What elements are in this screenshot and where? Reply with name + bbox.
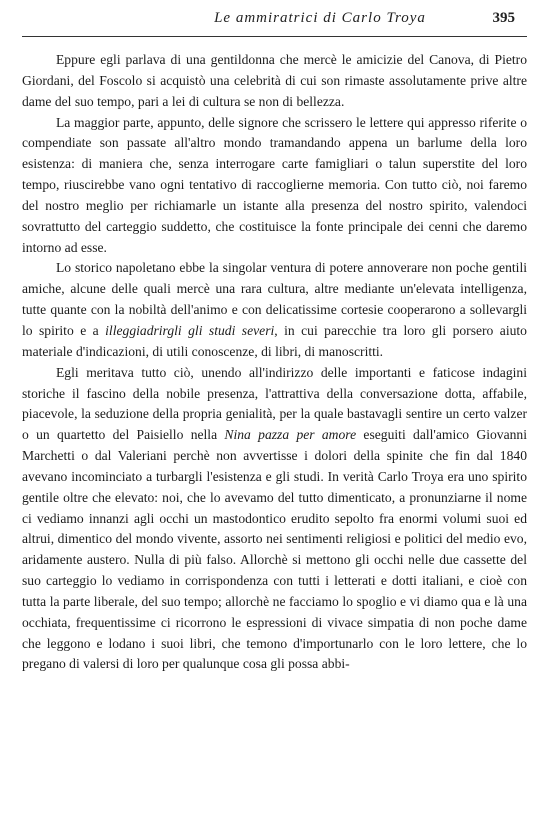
paragraph-text: Lo storico napoletano ebbe la singolar ventura di potere annoverare non poche gentili amiche, alcune delle quali mercè una rara cultura, altre mediante un'elevata intelligenza, tutte quante con la nobiltà dell'animo e con delicatissime cortesie cooperarono a sollevargli lo spirito e a	[22, 260, 527, 338]
running-head: Le ammiratrici di Carlo Troya	[214, 10, 426, 26]
paragraph-text: , in cui parecchie tra loro gli porsero aiuto materiale d'indicazioni, di utili conoscenze, di libri, di manoscritti.	[22, 322, 527, 359]
paragraph-2	[22, 113, 527, 259]
body-text	[22, 50, 527, 675]
header-rule	[22, 36, 527, 37]
page-number: 395	[492, 10, 515, 26]
paragraph-3	[22, 258, 527, 362]
paragraph-text: Eppure egli parlava di una gentildonna che mercè le amicizie del Canova, di Pietro Giordani, del Foscolo si acquistò una celebrità di cui son rimaste assolutamente prive altre dame del suo tempo, pari a lei di cultura se non di bellezza.	[22, 52, 527, 109]
paragraph-text: eseguiti dall'amico Giovanni Marchetti o dal Valeriani perchè non avvertisse i dolori della spinite che fin dal 1840 avevano incominciato a turbargli l'esistenza e gli studi. In verità Carlo Troya era uno spirito gentile oltre che elevato: noi, che lo avevamo del tutto dimenticato, a pronunziarne il nome ci vediamo innanzi agli occhi un mastodontico erudito sepolto fra enormi volumi suoi ed altrui, dimentico del mondo vivente, assorto nei sentimenti religiosi e politici del medio evo, aridamente austero. Nulla di più falso. Allorchè si mettono gli occhi nelle due cassette del suo carteggio lo vediamo in corrispondenza con tutti i letterati e dotti italiani, e cioè con tutta la parte liberale, del suo tempo; allorchè ne facciamo lo spoglio e vi diamo qua e là una occhiata, frequentissime ci ricorrono le espressioni di vivace simpatia di non poche dame che leggono e lodano i suoi libri, che temono d'importunarlo con le loro lettere, che lo pregano di valersi di loro per qualunque cosa gli possa abbi-	[22, 427, 527, 672]
italic-title: Nina pazza per amore	[224, 427, 357, 443]
paragraph-1	[22, 50, 527, 113]
paragraph-text: La maggior parte, appunto, delle signore che scrissero le lettere qui appresso riferite o compendiate son passate all'altro mondo tramandando appena un barlume della loro esistenza: di maniera che, senza interrogare carte famigliari o talun superstite del loro tempo, riuscirebbe vano ogni tentativo di raccoglierne memoria. Con tutto ciò, noi faremo del nostro meglio per richiamarle un istante alla presenza del nostro spirito, valendoci sovrattutto del carteggio suddetto, che costituisce la fonte principale dei cenni che daremo intorno ad esse.	[22, 114, 527, 255]
paragraph-text: Egli meritava tutto ciò, unendo all'indirizzo delle importanti e faticose indagini storiche il fascino della nobile presenza, l'attrattiva della conversazione dotta, affabile, piacevole, la seduzione della propria genialità, per la quale bastavagli sentire un certo valzer o un quartetto del Paisiello nella	[22, 364, 527, 443]
paragraph-4	[22, 363, 527, 676]
italic-phrase: illeggiadrirgli gli studi severi	[105, 322, 275, 338]
